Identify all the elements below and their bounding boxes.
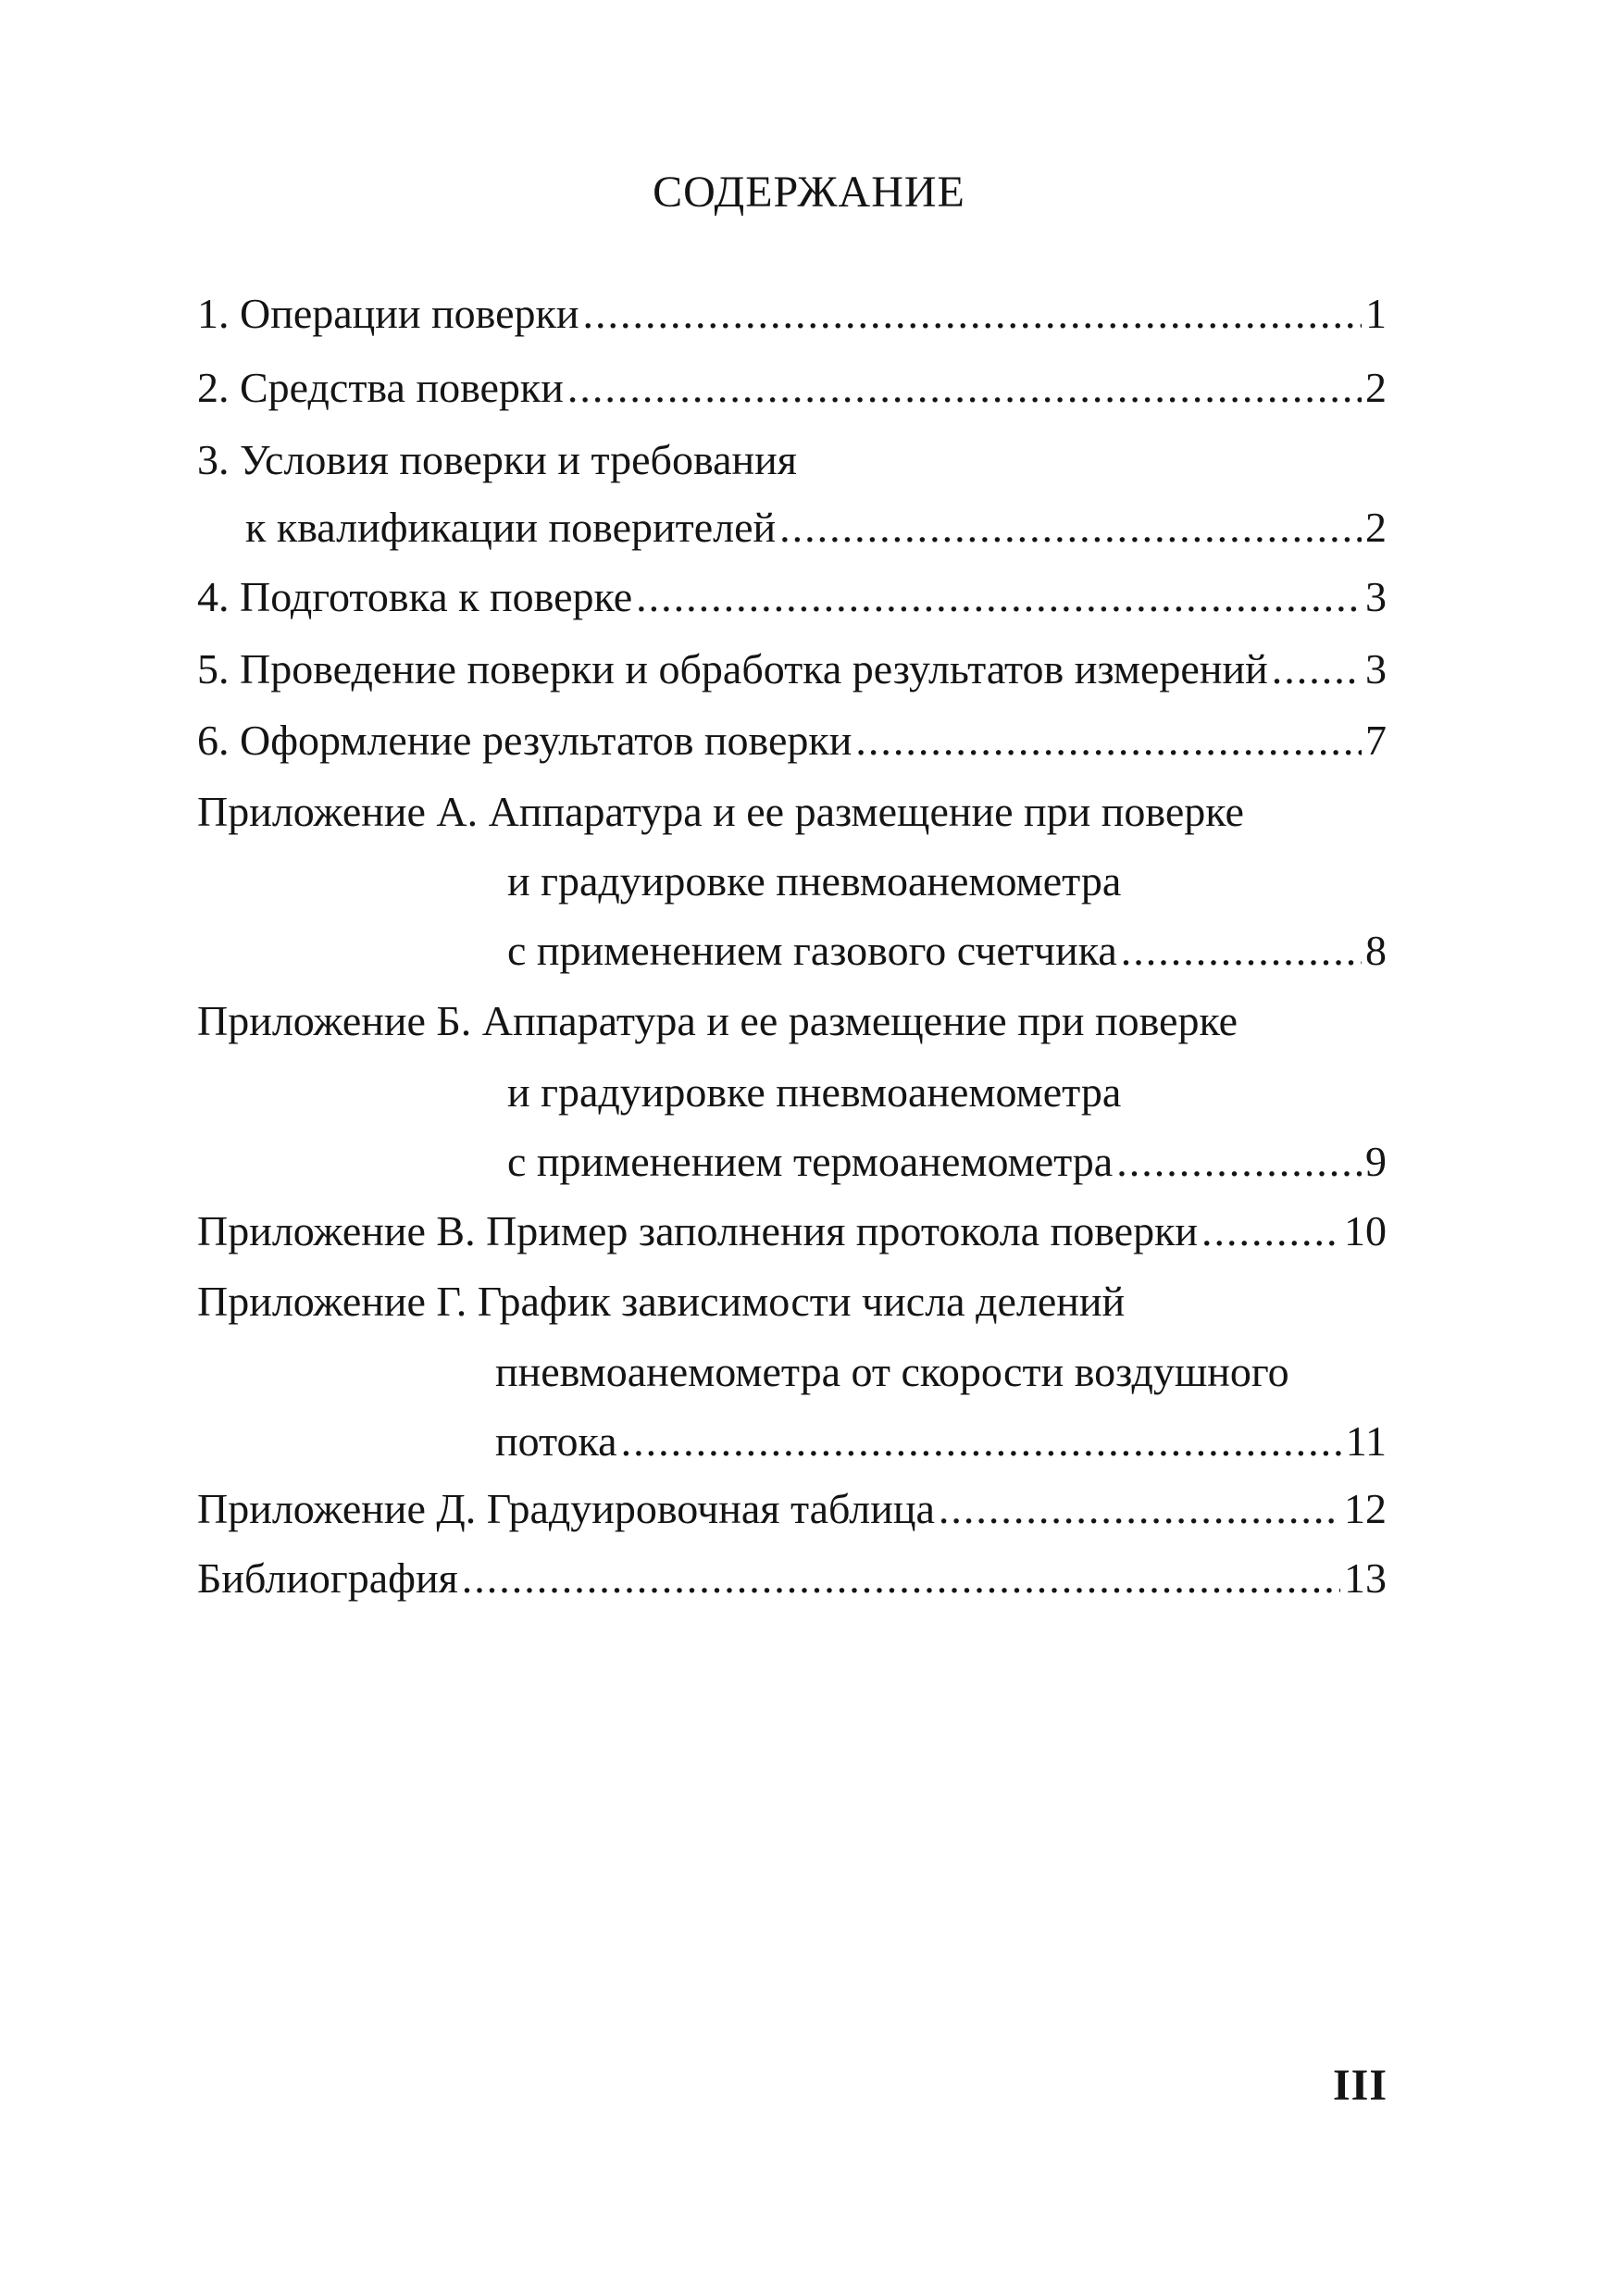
toc-entry-continuation xyxy=(245,500,1387,555)
toc-entry-text: Приложение Б. Аппаратура и ее размещение при поверке xyxy=(197,997,1238,1044)
toc-leader-dots xyxy=(1201,1204,1340,1259)
toc-entry-text: потока xyxy=(495,1417,617,1465)
toc-entry-text: 3. Условия поверки и требования xyxy=(197,436,797,483)
toc-entry xyxy=(197,1551,1387,1606)
toc-entry-text: 6. Оформление результатов поверки xyxy=(197,717,853,764)
toc-entry xyxy=(197,569,1387,625)
toc-entry-text: Библиография xyxy=(197,1554,458,1602)
toc-entry-page: 7 xyxy=(1365,717,1387,764)
toc-entry-text: 5. Проведение поверки и обработка результатов измерений xyxy=(197,645,1268,693)
toc-entry xyxy=(197,360,1387,416)
toc-leader-dots xyxy=(1121,923,1362,979)
toc-entry-page: 2 xyxy=(1365,504,1387,551)
toc-entry-page: 9 xyxy=(1365,1138,1387,1185)
toc-entry xyxy=(197,1274,1387,1329)
toc-entry-text: Приложение Г. График зависимости числа делений xyxy=(197,1278,1126,1325)
toc-entry-text: и градуировке пневмоанемометра xyxy=(507,857,1122,905)
toc-entry-continuation xyxy=(507,854,1387,909)
toc-entry-continuation xyxy=(495,1414,1387,1469)
toc-entry-page: 2 xyxy=(1365,364,1387,411)
toc-entry xyxy=(197,713,1387,768)
page-number: III xyxy=(1333,2061,1388,2110)
toc-entry-continuation xyxy=(507,923,1387,979)
toc-leader-dots xyxy=(567,360,1362,416)
toc-entry-continuation xyxy=(495,1344,1387,1400)
toc-entry-text: с применением газового счетчика xyxy=(507,927,1117,974)
toc-entry xyxy=(197,784,1387,840)
toc-entry-text: к квалификации поверителей xyxy=(245,504,777,551)
toc-leader-dots xyxy=(462,1551,1340,1606)
toc-entry-page: 8 xyxy=(1365,927,1387,974)
toc-leader-dots xyxy=(621,1414,1342,1469)
toc-entry xyxy=(197,286,1387,342)
toc-leader-dots xyxy=(582,286,1362,342)
contents-title: СОДЕРЖАНИЕ xyxy=(653,168,965,217)
toc-entry-continuation xyxy=(507,1065,1387,1120)
toc-entry-text: Приложение Д. Градуировочная таблица xyxy=(197,1485,935,1532)
toc-entry-text: с применением термоанемометра xyxy=(507,1138,1114,1185)
toc-entry-page: 10 xyxy=(1344,1207,1387,1254)
toc-entry-page: 11 xyxy=(1345,1417,1387,1465)
toc-entry-page: 3 xyxy=(1365,573,1387,620)
toc-entry xyxy=(197,1481,1387,1537)
toc-entry-page: 12 xyxy=(1344,1485,1387,1532)
toc-entry-text: Приложение А. Аппаратура и ее размещение при поверке xyxy=(197,788,1244,835)
toc-entry-text: Приложение В. Пример заполнения протокола поверки xyxy=(197,1207,1199,1254)
toc-leader-dots xyxy=(939,1481,1340,1537)
toc-entry xyxy=(197,1204,1387,1259)
toc-leader-dots xyxy=(779,500,1362,555)
toc-entry xyxy=(197,642,1387,697)
toc-entry-continuation xyxy=(507,1134,1387,1190)
toc-entry xyxy=(197,432,1387,488)
toc-entry-page: 13 xyxy=(1344,1554,1387,1602)
toc-entry-page: 3 xyxy=(1365,645,1387,693)
toc-leader-dots xyxy=(636,569,1362,625)
toc-entry-text: пневмоанемометра от скорости воздушного xyxy=(495,1348,1289,1395)
toc-entry-text: 1. Операции поверки xyxy=(197,290,579,337)
toc-entry-page: 1 xyxy=(1365,290,1387,337)
toc-entry-text: 2. Средства поверки xyxy=(197,364,564,411)
toc-entry-text: 4. Подготовка к поверке xyxy=(197,573,633,620)
toc-entry-text: и градуировке пневмоанемометра xyxy=(507,1068,1122,1116)
toc-leader-dots xyxy=(855,713,1362,768)
toc-entry xyxy=(197,993,1387,1049)
toc-leader-dots xyxy=(1272,642,1362,697)
toc-leader-dots xyxy=(1116,1134,1362,1190)
